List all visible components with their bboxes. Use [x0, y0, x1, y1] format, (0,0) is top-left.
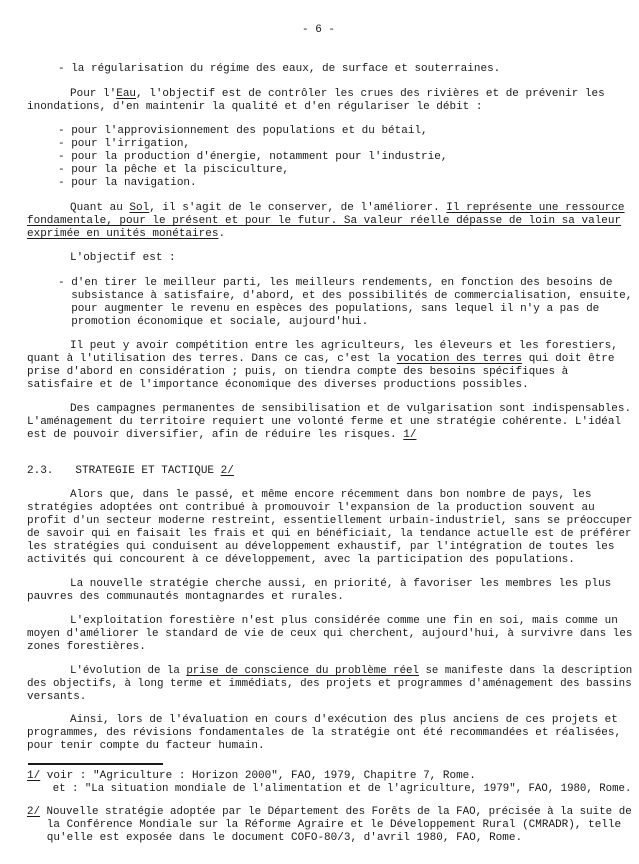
footnote-2-line-2: la Conférence Mondiale sur la Réforme Agraire et le Développement Rural (CMRADR), telle: [27, 819, 622, 831]
eau-bullet: - pour la navigation.: [58, 177, 197, 189]
sol-term: Sol: [129, 202, 150, 214]
evolution-prefix: L'évolution de la: [70, 665, 187, 677]
sol-line-1: [70, 202, 625, 215]
footnote-ref-2[interactable]: 2/: [220, 465, 234, 477]
alors-line: les stratégies qui conduisent au développement exhaustif, par l'intégration de toutes les: [27, 541, 615, 553]
footnote-1-line-2: et : "La situation mondiale de l'alimentation et de l'agriculture, 1979", FAO, 1980, Rome.: [27, 783, 632, 795]
exploitation-line: zones forestières.: [27, 641, 146, 653]
evolution-line-2: des objectifs, à long terme et immédiats, des projets et programmes d'aménagement des bassins: [27, 678, 632, 690]
footnote-2-line-3: qu'elle est exposée dans le document COFO-80/3, d'avril 1980, FAO, Rome.: [27, 832, 523, 844]
eau-bullet: - pour la production d'énergie, notamment pour l'industrie,: [58, 151, 448, 163]
footnote-1-text: voir : "Agriculture : Horizon 2000", FAO, 1979, Chapitre 7, Rome.: [40, 770, 476, 782]
evolution-line-3: versants.: [27, 691, 87, 703]
footnote-2-line-1: [27, 806, 632, 819]
sol-emphasis: exprimée en unités monétaires: [27, 228, 219, 240]
sol-prefix: Quant au: [70, 202, 130, 214]
evolution-line-1: [70, 665, 632, 678]
footnote-separator: [28, 763, 163, 765]
campagnes-line-3: [27, 429, 416, 442]
campagnes-line-2: L'aménagement du territoire requiert une volonté ferme et une stratégie cohérente. L'idéal: [27, 416, 622, 428]
section-title: STRATEGIE ET TACTIQUE: [75, 465, 221, 477]
objectif-heading: L'objectif est :: [70, 252, 176, 264]
intro-bullet: - la régularisation du régime des eaux, de surface et souterraines.: [58, 63, 501, 75]
ainsi-line: programmes, des révisions fondamentales de la stratégie ont été recommandées et réalisées,: [27, 727, 622, 739]
footnote-1-marker: 1/: [27, 770, 41, 782]
prise-de-conscience: prise de conscience du problème réel: [186, 665, 419, 677]
sol-mid: , il s'agit de le conserver, de l'améliorer.: [149, 202, 447, 214]
sol-end: .: [218, 228, 226, 240]
campagnes-line-1: Des campagnes permanentes de sensibilisation et de vulgarisation sont indispensables.: [70, 403, 632, 415]
footnote-1-line-1: [27, 770, 476, 783]
eau-bullet: - pour la pêche et la pisciculture,: [58, 164, 290, 176]
eau-bullet: - pour l'approvisionnement des populations et du bétail,: [58, 125, 428, 137]
objectif-line: subsistance à satisfaire, d'abord, et des possibilités de commercialisation, ensuite,: [58, 290, 633, 302]
page-number: - 6 -: [302, 24, 336, 36]
footnote-ref-1[interactable]: 1/: [403, 429, 417, 441]
sol-line-2: [27, 215, 621, 228]
objectif-line: - d'en tirer le meilleur parti, les meilleurs rendements, en fonction des besoins de: [58, 277, 613, 289]
alors-line: Alors que, dans le passé, et même encore récemment dans bon nombre de pays, les: [70, 489, 592, 501]
objectif-line: pour augmenter le revenu en espèces des populations, sans lequel il n'y a pas de: [58, 303, 600, 315]
nouvelle-line: pauvres des communautés montagnardes et rurales.: [27, 591, 344, 603]
sol-emphasis: Il représente une ressource: [446, 202, 625, 214]
competition-prefix: quant à l'utilisation des terres. Dans ce cas, c'est la: [27, 353, 397, 365]
footnote-2-text: Nouvelle stratégie adoptée par le Département des Forêts de la FAO, précisée à la suite de: [40, 806, 632, 818]
sol-emphasis: fondamentale, pour le présent et pour le futur. Sa valeur réelle dépasse de loin sa valeur: [27, 215, 622, 227]
ainsi-line: pour tenir compte du facteur humain.: [27, 740, 265, 752]
sol-line-3: [27, 228, 225, 241]
eau-bullet: - pour l'irrigation,: [58, 138, 191, 150]
alors-line: activités qui concourent à ce développement, avec la participation des populations.: [27, 554, 575, 566]
competition-line-3: prise d'abord en considération ; puis, on tiendra compte des besoins spécifiques à: [27, 366, 569, 378]
eau-line-2: inondations, d'en maintenir la qualité et d'en régulariser le débit :: [27, 101, 483, 113]
alors-line: profit d'un secteur moderne restreint, essentiellement urbain-industriel, sans se préoccuper: [27, 515, 633, 527]
competition-rest: qui doit être: [522, 353, 615, 365]
exploitation-line: moyen d'améliorer le standard de vie de ceux qui cherchent, aujourd'hui, à survivre dans les: [27, 628, 633, 640]
eau-term: Eau: [116, 88, 137, 100]
nouvelle-line: La nouvelle stratégie cherche aussi, en priorité, à favoriser les membres les plus: [70, 578, 612, 590]
alors-line: stratégies adoptées ont contribué à promouvoir l'expansion de la production souvent au: [27, 502, 595, 514]
competition-line-4: satisfaire et de l'importance économique des diverses productions possibles.: [27, 379, 529, 391]
objectif-line: promotion économique et sociale, aujourd'hui.: [58, 316, 369, 328]
evolution-rest: se manifeste dans la description: [418, 665, 633, 677]
footnote-2-marker: 2/: [27, 806, 41, 818]
campagnes-text: est de pouvoir diversifier, afin de réduire les risques.: [27, 429, 404, 441]
section-heading: [27, 465, 234, 478]
section-number: 2.3.: [27, 465, 54, 477]
ainsi-line: Ainsi, lors de l'évaluation en cours d'exécution des plus anciens de ces projets et: [70, 714, 618, 726]
exploitation-line: L'exploitation forestière n'est plus considérée comme une fin en soi, mais comme un: [70, 615, 618, 627]
eau-line-1: [70, 88, 605, 101]
alors-line: de savoir qui en faisait les frais et qui en bénéficiait, la tendance actuelle est de préférer: [27, 528, 632, 540]
eau-rest: , l'objectif est de contrôler les crues des rivières et de prévenir les: [136, 88, 605, 100]
competition-line-1: Il peut y avoir compétition entre les agriculteurs, les éleveurs et les forestiers,: [70, 340, 618, 352]
eau-prefix: Pour l': [70, 88, 117, 100]
competition-line-2: [27, 353, 615, 366]
vocation-des-terres: vocation des terres: [396, 353, 523, 365]
